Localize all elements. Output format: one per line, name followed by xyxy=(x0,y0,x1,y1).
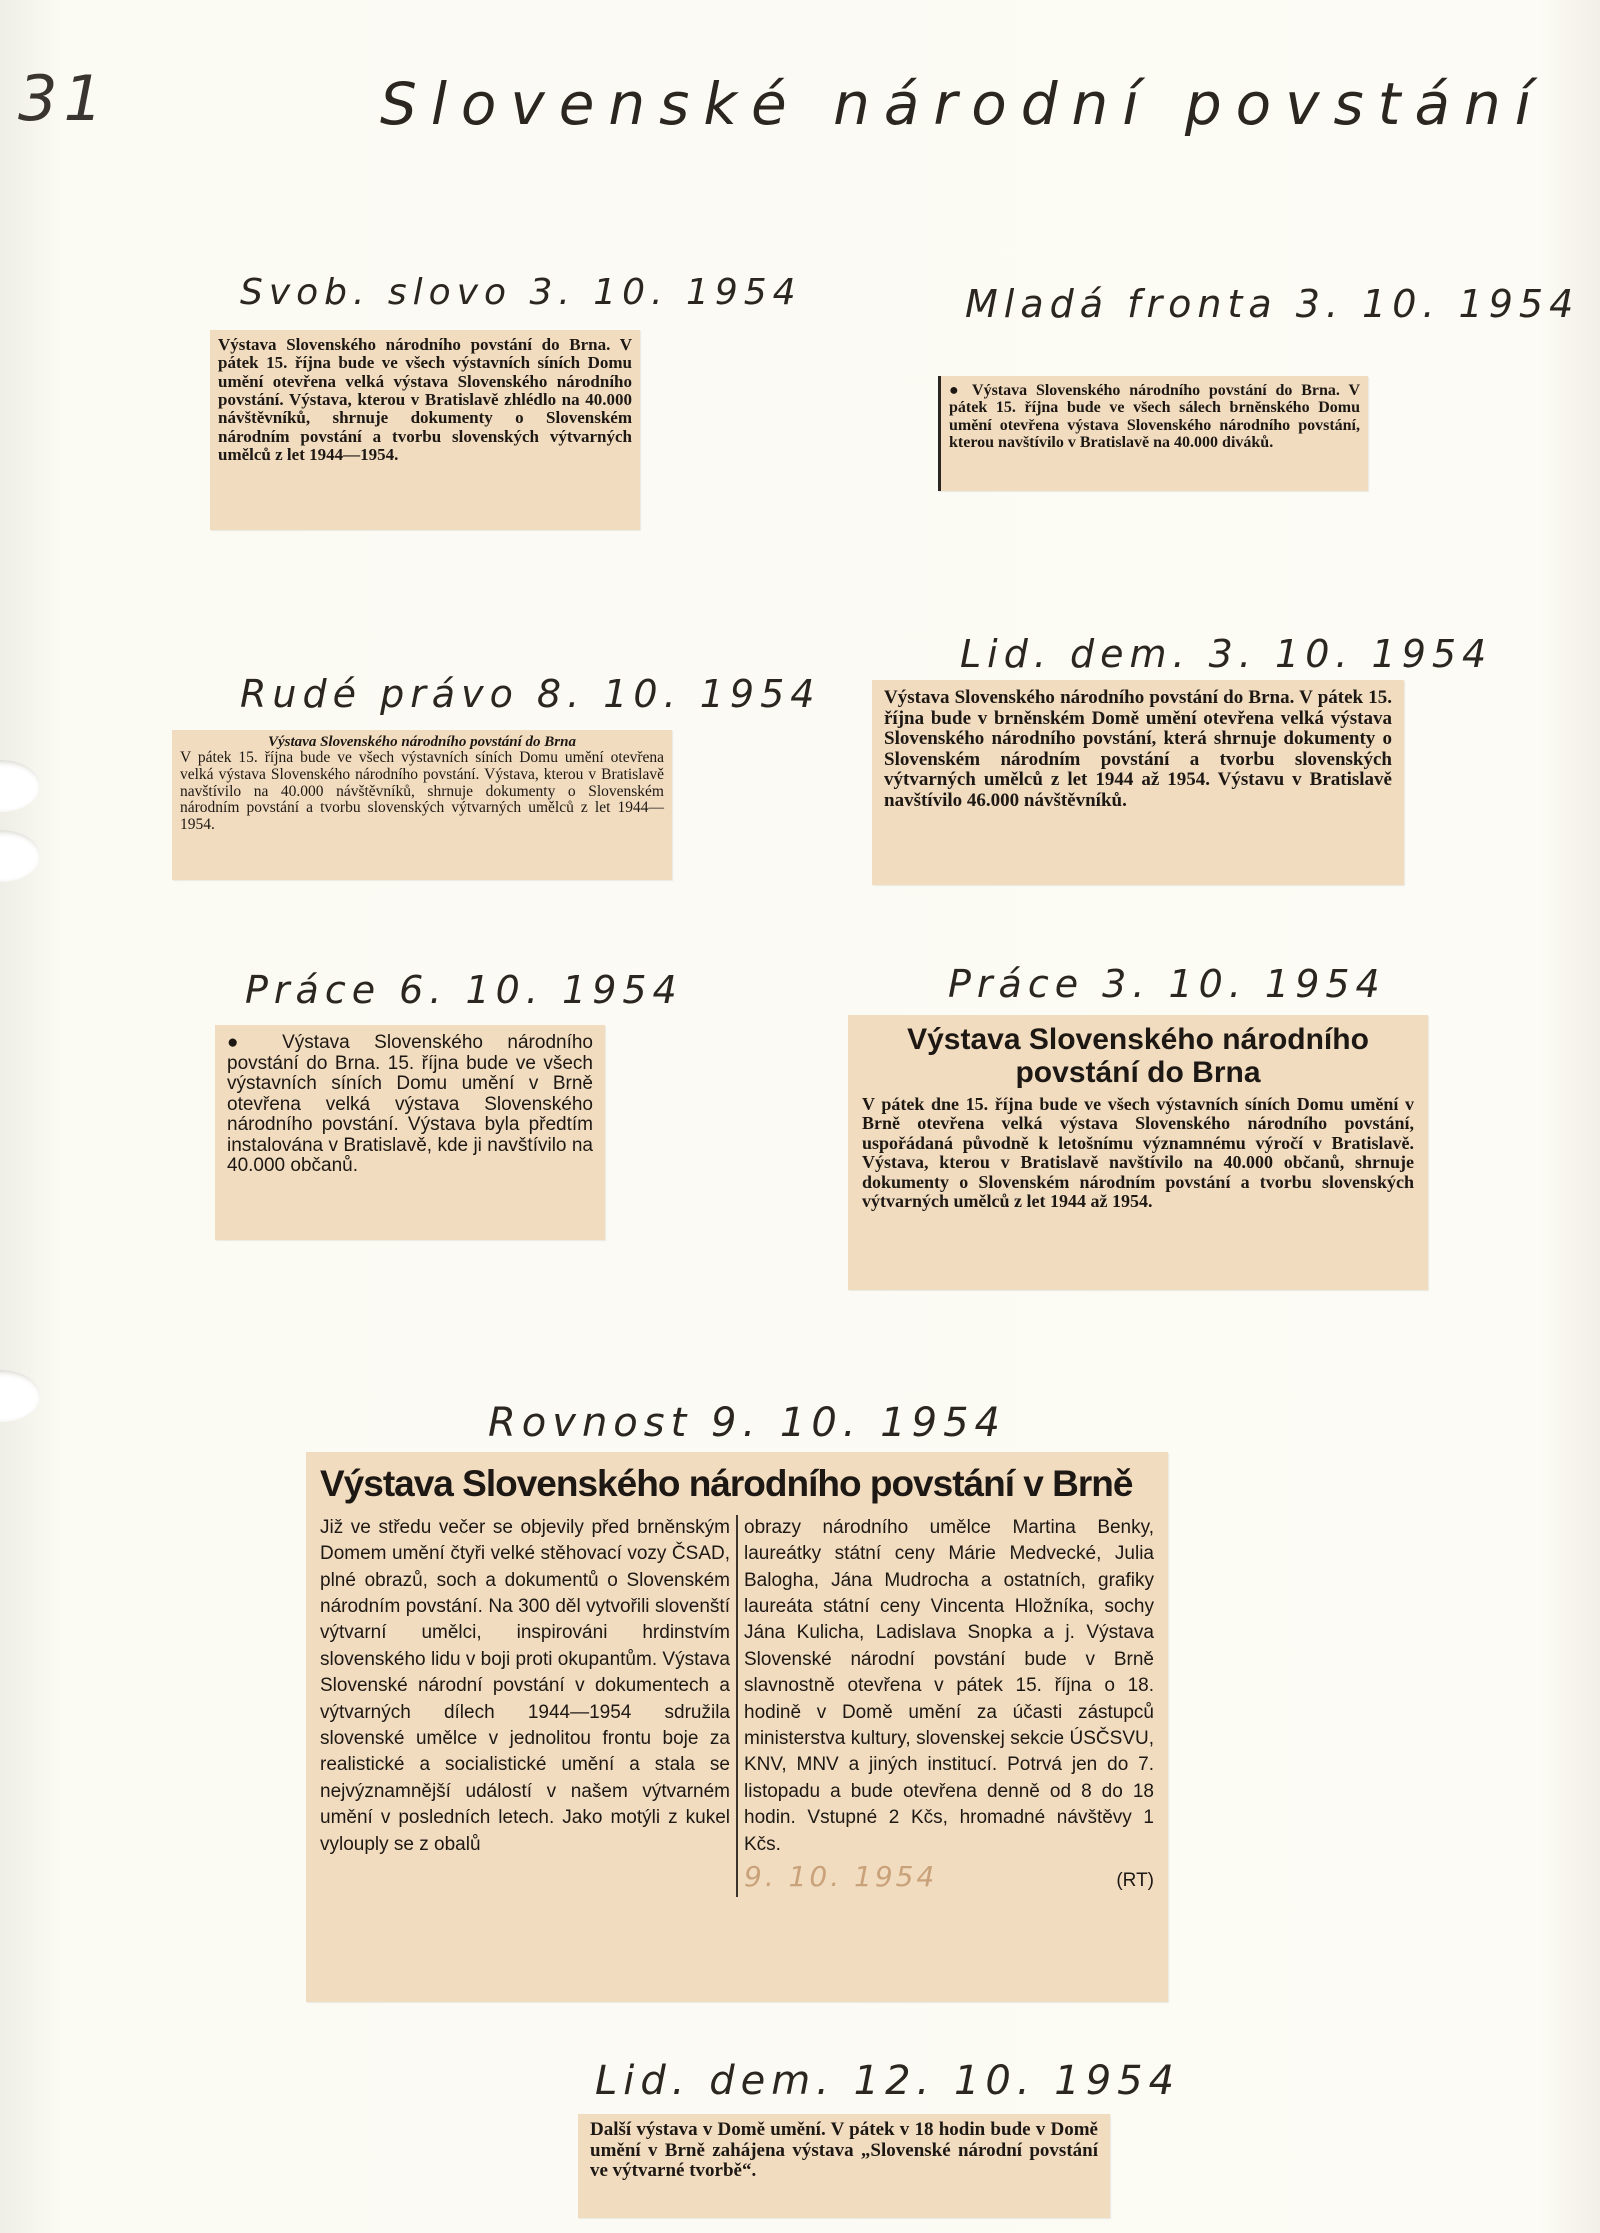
source-note: Práce 6. 10. 1954 xyxy=(245,968,683,1012)
source-note: Svob. slovo 3. 10. 1954 xyxy=(240,272,802,313)
column-right xyxy=(744,1515,1154,1897)
clipping-text: Další výstava v Domě umění. V pátek v 18 hodin bude v Domě umění v Brně zahájena výstava „Slovenské národní povstání ve výtvarné tvorbě“. xyxy=(590,2119,1098,2182)
clipping-text: ● Výstava Slovenského národního povstání do Brna. 15. října bude ve všech výstavních síních Domu umění v Brně otevřena velká výstava Slovenského národního povstání. Výstava byla předtím instalována v Bratislavě, kde ji navštívilo na 40.000 občanů. xyxy=(227,1033,593,1177)
clipping-text: Výstava Slovenského národního povstání do Brna. V pátek 15. října bude ve všech výstavních síních Domu umění otevřena velká výstava Slovenského národního povstání. Výstava, kterou v Bratislavě zhlédlo na 40.000 návštěvníků, shrnuje dokumenty o Slovenském národním povstání a tvorbu slovenských výtvarných umělců z let 1944—1954. xyxy=(218,335,632,465)
column-left xyxy=(320,1515,730,1897)
clipping-text: V pátek dne 15. října bude ve všech výstavních síních Domu umění v Brně otevřena velká výstava Slovenského národního povstání, uspořádaná původně k letošnímu významnému výročí v Bratislavě. Výstava, kterou v Bratislavě navštívilo na 40.000 občanů, shrnuje dokumenty o Slovenském národním povstání a tvorbu slovenských výtvarných umělců z let 1944 až 1954. xyxy=(862,1094,1414,1212)
clipping-svobodne-slovo xyxy=(210,330,640,530)
page-title: Slovenské národní povstání xyxy=(380,70,1545,138)
clipping-heading: Výstava Slovenského národního povstání v Brně xyxy=(320,1463,1133,1504)
clipping-prace-3-10 xyxy=(848,1015,1428,1290)
handwritten-date: 9. 10. 1954 xyxy=(744,1859,938,1893)
source-note: Lid. dem. 3. 10. 1954 xyxy=(960,632,1493,676)
clipping-heading: Výstava Slovenského národního povstání do Brna xyxy=(268,734,576,750)
clipping-text: V pátek 15. října bude ve všech výstavních síních Domu umění otevřena velká výstava Slovenského národního povstání. Výstava, kterou v Bratislavě navštívilo na 40.000 návštěvníků, shrnuje dokumenty o Slovenském národním povstání a tvorbu slovenských výtvarných umělců z let 1944—1954. xyxy=(180,749,664,834)
source-note: Práce 3. 10. 1954 xyxy=(948,962,1386,1006)
clipping-rude-pravo xyxy=(172,730,672,880)
clipping-text: Výstava Slovenského národního povstání do Brna. V pátek 15. října bude v brněnském Domě umění otevřena velká výstava Slovenského národního povstání, která shrnuje dokumenty o Slovenském národním povstání a tvorbu slovenských výtvarných umělců z let 1944 až 1954. Výstavu v Bratislavě navštívilo 46.000 návštěvníků. xyxy=(884,687,1392,811)
clipping-mlada-fronta xyxy=(938,376,1368,491)
clipping-lidova-demokracie-12-10 xyxy=(578,2114,1110,2218)
column-divider xyxy=(736,1515,738,1897)
source-note: Rovnost 9. 10. 1954 xyxy=(488,1400,1007,1446)
page-number: 31 xyxy=(18,62,109,135)
clipping-columns xyxy=(320,1515,1154,1897)
column-text: Již ve středu večer se objevily před brněnským Domem umění čtyři velké stěhovací vozy ČSAD, plné obrazů, soch a dokumentů o Slovenském národním povstání. Na 300 děl vytvořili slovenští výtvarní umělci, inspirováni hrdinstvím slovenského lidu v boji proti okupantům. Výstava Slovenské národní povstání v dokumentech a výtvarných dílech 1944—1954 sdružila slovenské umělce v jednolitou frontu boje za realistické a socialistické umění a stala se nejvýznamnější událostí v našem výtvarném umění v posledních letech. Jako motýli z kukel vylouply se z obalů xyxy=(320,1516,730,1855)
signature-line xyxy=(744,1858,1154,1897)
clipping-lidova-demokracie xyxy=(872,680,1404,885)
source-note: Lid. dem. 12. 10. 1954 xyxy=(595,2058,1181,2104)
column-text: obrazy národního umělce Martina Benky, laureátky státní ceny Márie Medvecké, Julia Balogha, Jána Mudrocha a ostatních, grafiky laureáta státní ceny Vincenta Hložníka, sochy Jána Kulicha, Ladislava Snopka a j. Výstava Slovenské národní povstání bude v Brně slavnostně otevřena v pátek 15. října o 18. hodině v Domě umění za účasti zástupců ministerstva kultury, slovenskej sekcie ÚSČSVU, KNV, MNV a jiných institucí. Potrvá jen do 7. listopadu a bude otevřena denně od 8 do 18 hodin. Vstupné 2 Kčs, hromadné návštěvy 1 Kčs. xyxy=(744,1516,1154,1855)
clipping-rovnost xyxy=(306,1452,1168,2002)
clipping-heading: Výstava Slovenského národního povstání do Brna xyxy=(907,1023,1369,1089)
clipping-prace-6-10 xyxy=(215,1025,605,1240)
clipping-text: ● Výstava Slovenského národního povstání do Brna. V pátek 15. října bude ve všech sálech brněnského Domu umění otevřena výstava Slovenského národního povstání, kterou navštívilo v Bratislavě na 40.000 diváků. xyxy=(949,382,1360,451)
source-note: Rudé právo 8. 10. 1954 xyxy=(240,672,821,716)
source-note: Mladá fronta 3. 10. 1954 xyxy=(965,282,1580,326)
author-signature: (RT) xyxy=(1116,1869,1154,1891)
